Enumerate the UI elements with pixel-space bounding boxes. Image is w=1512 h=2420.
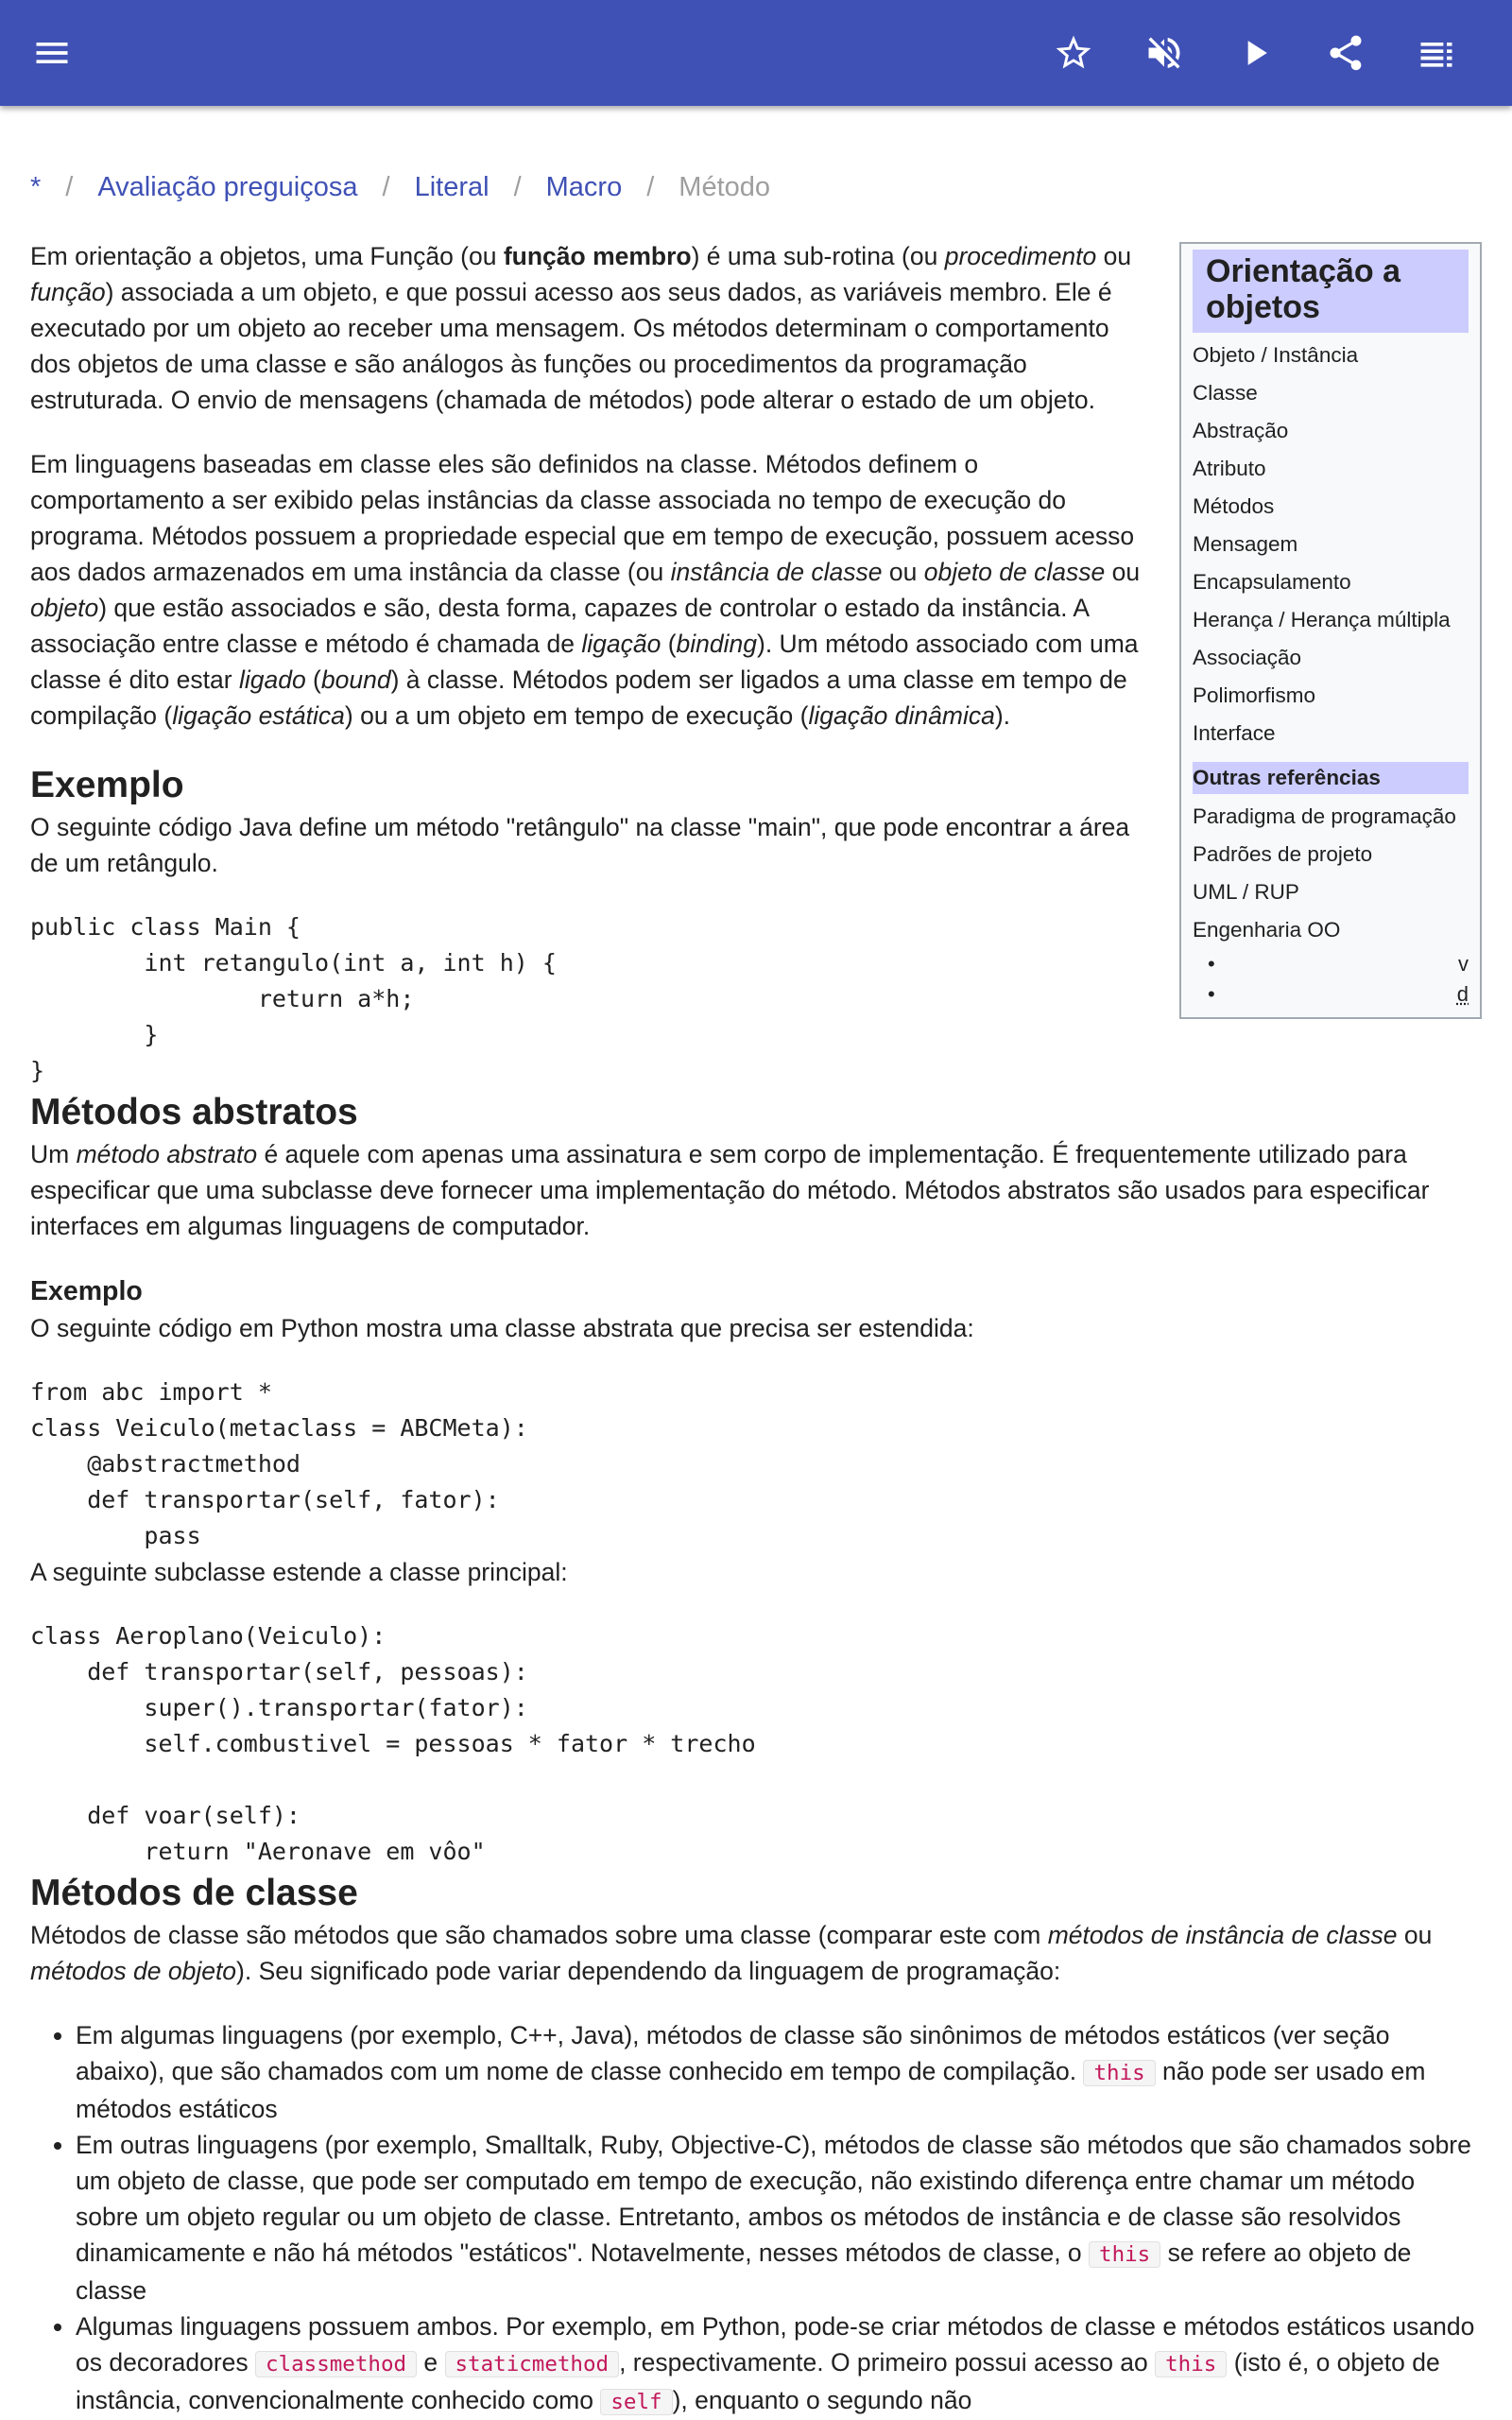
star-outline-icon[interactable]	[1047, 26, 1100, 79]
class-based-paragraph: Em linguagens baseadas em classe eles são definidos na classe. Métodos definem o comportamento a ser exibido pelas instâncias da classe associada no tempo de execução do programa. Métodos possuem a propriedade especial que em tempo de execução, possuem acesso aos dados armazenados em uma instância da classe (ou instância de classe ou objeto de classe ou objeto) que estão associados e são, desta forma, capazes de controlar o estado da instância. A associação entre classe e método é chamada de ligação (binding). Um método associado com uma classe é dito estar ligado (bound) à classe. Métodos podem ser ligados a uma classe em tempo de compilação (ligação estática) ou a um objeto em tempo de execução (ligação dinâmica).	[30, 450, 1141, 730]
subclass-paragraph: A seguinte subclasse estende a classe principal:	[30, 1558, 568, 1586]
breadcrumb-link-avaliacao[interactable]: Avaliação preguiçosa	[97, 171, 358, 202]
breadcrumb-separator: /	[65, 171, 74, 202]
inline-code: staticmethod	[445, 2351, 620, 2377]
breadcrumb-link-literal[interactable]: Literal	[414, 171, 490, 202]
play-icon[interactable]	[1228, 26, 1281, 79]
metodos-classe-paragraph: Métodos de classe são métodos que são chamados sobre uma classe (comparar este com métodos de instância de classe ou métodos de objeto). Seu significado pode variar dependendo da linguagem de programação:	[30, 1921, 1433, 1985]
inline-code: self	[600, 2389, 672, 2415]
inline-code: this	[1155, 2351, 1227, 2377]
code-block-python-subclass: class Aeroplano(Veiculo): def transportar(self, pessoas): super().transportar(fator): self.combustivel = pessoas * fator * trecho def voar(self): return "Aeronave em vôo"	[30, 1622, 756, 1865]
abstratos-paragraph: Um método abstrato é aquele com apenas uma assinatura e sem corpo de implementação. É frequentemente utilizado para especificar que uma subclasse deve fornecer uma implementação do método. Métodos abstratos são usados para especificar interfaces em algumas linguagens de computador.	[30, 1140, 1430, 1240]
intro-paragraph: Em orientação a objetos, uma Função (ou função membro) é uma sub-rotina (ou procedimento ou função) associada a um objeto, e que possui acesso aos seus dados, as variáveis membro. Ele é executado por um objeto ao receber uma mensagem. Os métodos determinam o comportamento dos objetos de uma classe e são análogos às funções ou procedimentos da programação estruturada. O envio de mensagens (chamada de métodos) pode alterar o estado de um objeto.	[30, 242, 1132, 414]
infobox-orientacao-objetos	[1179, 242, 1482, 1019]
infobox-item[interactable]: Paradigma de programação	[1193, 804, 1456, 828]
infobox-item[interactable]: Métodos	[1193, 494, 1275, 518]
section-heading-metodos-de-classe: Métodos de classe	[30, 1873, 358, 1913]
list-icon[interactable]	[1410, 26, 1463, 79]
class-methods-list	[30, 2017, 1482, 2420]
infobox-item[interactable]: Mensagem	[1193, 532, 1298, 556]
infobox-item[interactable]: Associação	[1193, 646, 1302, 669]
infobox-item[interactable]: UML / RUP	[1193, 880, 1299, 904]
breadcrumb-link-macro[interactable]: Macro	[545, 171, 623, 202]
inline-code: this	[1089, 2241, 1160, 2268]
infobox-title: Orientação a objetos	[1193, 250, 1469, 333]
list-item: • Em algumas linguagens (por exemplo, C++, Java), métodos de classe são sinônimos de métodos estáticos (ver seção abaixo), que são chamados com um nome de classe conhecido em tempo de compilação. this não pode ser usado em métodos estáticos	[76, 2017, 1482, 2127]
infobox-item[interactable]: Objeto / Instância	[1193, 343, 1359, 367]
breadcrumb-current: Método	[679, 171, 771, 202]
section-heading-metodos-abstratos: Métodos abstratos	[30, 1092, 358, 1132]
list-item: • Algumas linguagens possuem ambos. Por exemplo, em Python, pode-se criar métodos de classe e métodos estáticos usando os decoradores classmethod e staticmethod , respectivamente. O primeiro possui acesso ao this (isto é, o objeto de instância, convencionalmente conhecido como self ), enquanto o segundo não	[76, 2308, 1482, 2420]
infobox-item[interactable]: Abstração	[1193, 419, 1289, 442]
infobox-item[interactable]: Herança / Herança múltipla	[1193, 608, 1451, 631]
infobox-item[interactable]: Interface	[1193, 721, 1276, 745]
inline-code: this	[1083, 2060, 1155, 2086]
breadcrumb-separator: /	[382, 171, 390, 202]
bullet-icon: •	[1208, 982, 1215, 1006]
breadcrumb-separator: /	[646, 171, 655, 202]
infobox-discuss-link[interactable]: d	[1456, 982, 1469, 1006]
infobox-item[interactable]: Padrões de projeto	[1193, 842, 1373, 866]
share-icon[interactable]	[1319, 26, 1372, 79]
code-block-java: public class Main { int retangulo(int a, int h) { return a*h; } }	[30, 913, 557, 1084]
section-heading-exemplo: Exemplo	[30, 765, 184, 805]
infobox-nav-view	[1193, 949, 1469, 979]
infobox-nav-discuss	[1193, 979, 1469, 1010]
breadcrumb-separator: /	[513, 171, 522, 202]
python-intro-paragraph: O seguinte código em Python mostra uma classe abstrata que precisa ser estendida:	[30, 1314, 974, 1342]
code-block-python-abstract: from abc import * class Veiculo(metaclass = ABCMeta): @abstractmethod def transportar(self, fator): pass	[30, 1378, 528, 1549]
inline-code: classmethod	[255, 2351, 417, 2377]
infobox-item[interactable]: Atributo	[1193, 457, 1266, 480]
list-item: • Em outras linguagens (por exemplo, Smalltalk, Ruby, Objective-C), métodos de classe são métodos que são chamados sobre um objeto de classe, que pode ser computado em tempo de execução, não existindo diferença entre chamar um método sobre um objeto regular ou um objeto de classe. Entretanto, ambos os métodos de instância e de classe são resolvidos dinamicamente e não há métodos "estáticos". Notavelmente, nesses métodos de classe, o this se refere ao objeto de classe	[76, 2127, 1482, 2308]
infobox-item[interactable]: Classe	[1193, 381, 1258, 405]
breadcrumb	[30, 164, 770, 210]
article-content	[30, 238, 1482, 2420]
infobox-subheader: Outras referências	[1193, 762, 1469, 794]
app-bar	[0, 0, 1512, 106]
subsection-heading-exemplo: Exemplo	[30, 1276, 143, 1306]
infobox-item[interactable]: Encapsulamento	[1193, 570, 1351, 594]
breadcrumb-link-root[interactable]: *	[30, 171, 42, 202]
infobox-item[interactable]: Polimorfismo	[1193, 683, 1316, 707]
infobox-view-link[interactable]: v	[1458, 952, 1469, 976]
volume-off-icon[interactable]	[1138, 26, 1191, 79]
bullet-icon: •	[1208, 952, 1215, 976]
hamburger-menu-icon[interactable]	[26, 26, 78, 79]
exemplo-paragraph: O seguinte código Java define um método "retângulo" na classe "main", que pode encontrar a área de um retângulo.	[30, 813, 1130, 877]
infobox-item[interactable]: Engenharia OO	[1193, 918, 1341, 942]
